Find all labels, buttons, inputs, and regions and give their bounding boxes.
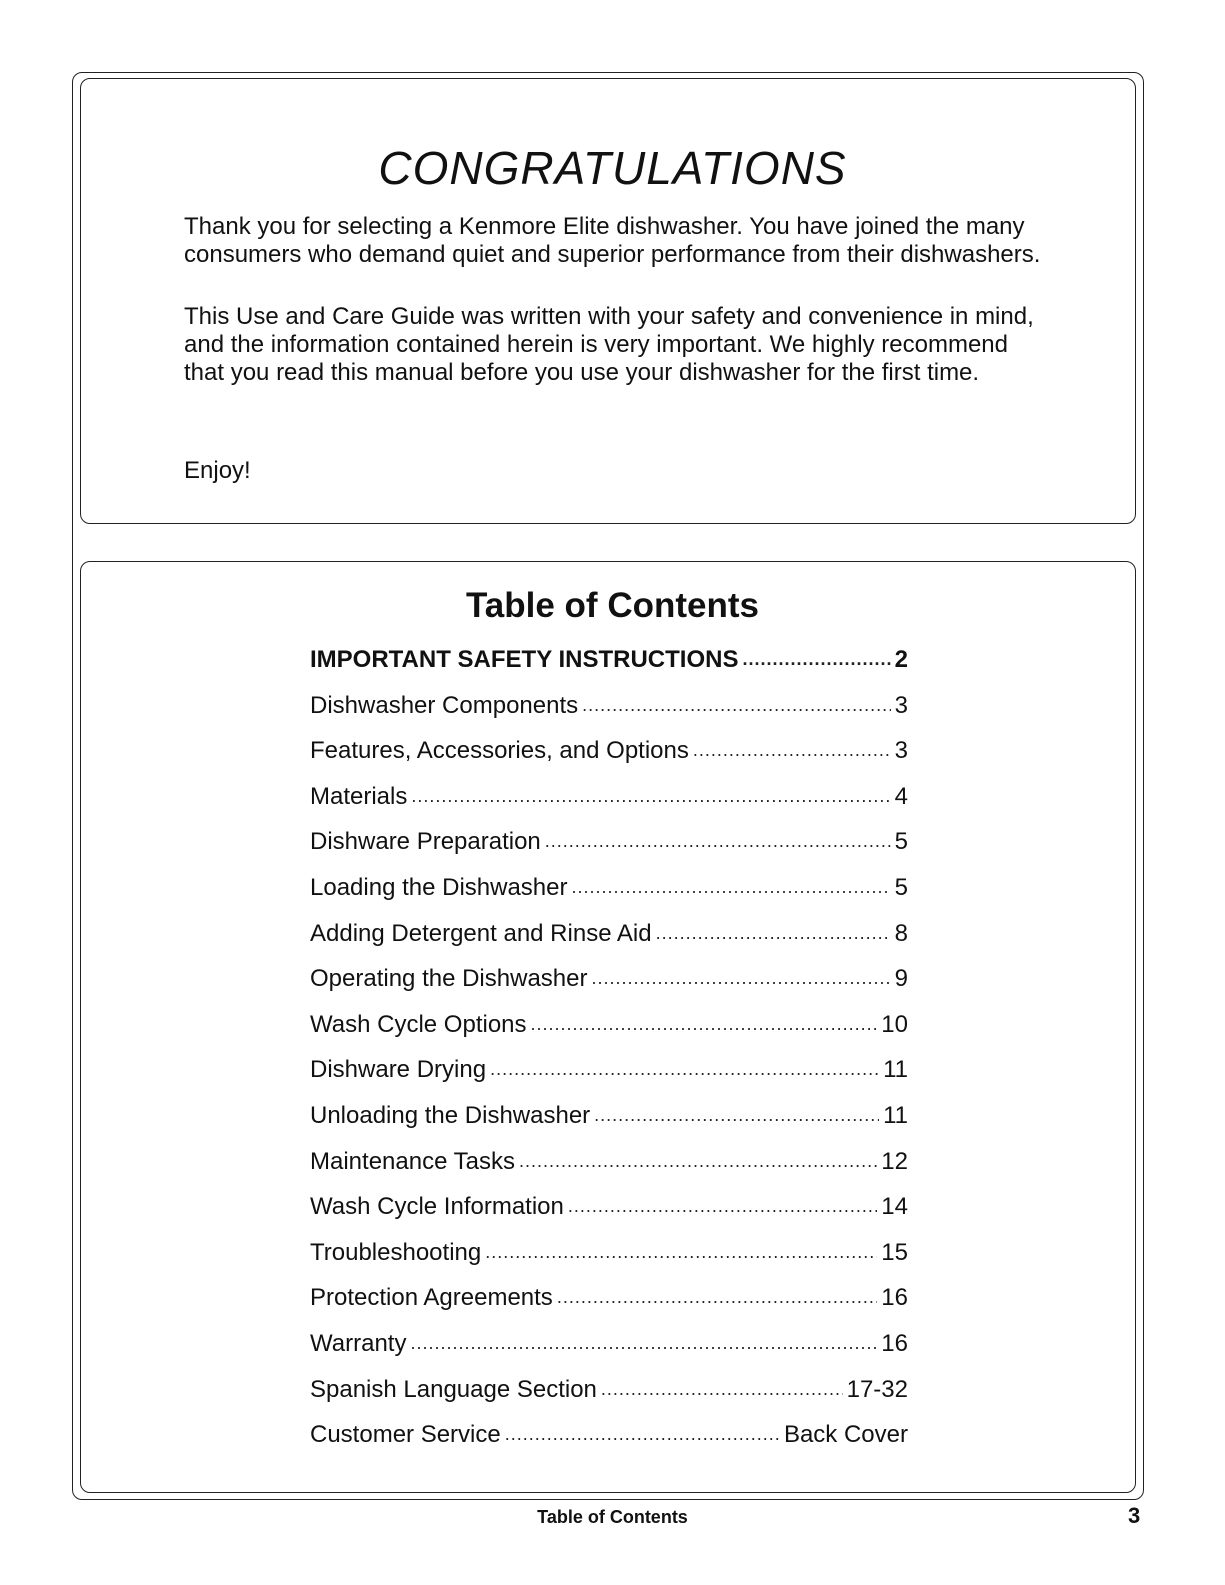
toc-entry-page: 2 <box>894 646 908 673</box>
toc-entry-page: 4 <box>894 782 908 810</box>
toc-entry-page: 11 <box>883 1101 908 1129</box>
congratulations-title: CONGRATULATIONS <box>378 142 847 194</box>
toc-leader-dots <box>545 822 891 859</box>
toc-entry-page: 5 <box>894 828 908 856</box>
toc-entry-page: 16 <box>881 1284 908 1312</box>
toc-entry-page: Back Cover <box>783 1421 908 1449</box>
toc-leader-dots <box>594 1096 879 1133</box>
toc-leader-dots <box>410 1324 877 1361</box>
toc-leader-dots <box>591 959 890 996</box>
toc-entry-label: Dishwasher Components <box>310 691 579 719</box>
toc-entry-label: Protection Agreements <box>310 1284 553 1312</box>
toc-entry <box>310 961 908 1007</box>
toc-entry <box>310 824 908 870</box>
toc-entry <box>310 1007 908 1053</box>
toc-entry-label: Unloading the Dishwasher <box>310 1101 591 1129</box>
congratulations-paragraph-1: Thank you for selecting a Kenmore Elite dishwasher. You have joined the many consumers who demand quiet and superior performance from their dishwashers. <box>184 213 1041 268</box>
toc-leader-dots <box>693 731 891 768</box>
toc-entry-label: Operating the Dishwasher <box>310 965 588 993</box>
toc-entry <box>310 1098 908 1144</box>
toc-entry <box>310 1189 908 1235</box>
toc-entry <box>310 1235 908 1281</box>
toc-leader-dots <box>531 1005 878 1042</box>
toc-title: Table of Contents <box>466 586 759 625</box>
toc-leader-dots <box>519 1142 877 1179</box>
toc-entry-page: 14 <box>881 1193 908 1221</box>
toc-leader-dots <box>485 1233 877 1270</box>
toc-entry-page: 16 <box>881 1329 908 1357</box>
toc-entry-label: Adding Detergent and Rinse Aid <box>310 919 652 947</box>
toc-entry-page: 8 <box>894 919 908 947</box>
toc-entry-label: Warranty <box>310 1329 407 1357</box>
toc-leader-dots <box>505 1415 780 1452</box>
toc-entry-label: Troubleshooting <box>310 1238 482 1266</box>
footer-section-title: Table of Contents <box>537 1507 688 1527</box>
toc-entry <box>310 870 908 916</box>
toc-entry <box>310 688 908 734</box>
toc-leader-dots <box>490 1050 879 1087</box>
toc-entry <box>310 733 908 779</box>
congratulations-paragraph-2: This Use and Care Guide was written with your safety and convenience in mind, and the information contained herein is very important. We highly recommend that you read this manual before you use your dishwasher for the first time. <box>184 303 1034 386</box>
toc-entry-label: Spanish Language Section <box>310 1375 597 1403</box>
toc-leader-dots <box>568 1187 877 1224</box>
toc-leader-dots <box>601 1370 843 1407</box>
toc-entry-page: 12 <box>881 1147 908 1175</box>
toc-leader-dots <box>572 868 891 905</box>
footer-page-number: 3 <box>1128 1503 1141 1528</box>
toc-leader-dots <box>582 686 891 723</box>
toc-leader-dots <box>656 914 891 951</box>
toc-entry-page: 9 <box>894 965 908 993</box>
toc-entry-label: Dishware Preparation <box>310 828 541 856</box>
toc-entry-label: Maintenance Tasks <box>310 1147 516 1175</box>
toc-entry-label: Loading the Dishwasher <box>310 873 568 901</box>
toc-leader-dots <box>742 640 890 677</box>
toc-entry <box>310 1372 908 1418</box>
toc-entry-page: 3 <box>894 691 908 719</box>
toc-entry-page: 15 <box>881 1238 908 1266</box>
toc-leader-dots <box>557 1278 877 1315</box>
congratulations-closing: Enjoy! <box>184 457 251 484</box>
toc-entry <box>310 1144 908 1190</box>
toc-entry-label: IMPORTANT SAFETY INSTRUCTIONS <box>310 646 739 673</box>
toc-entry-label: Customer Service <box>310 1421 501 1449</box>
toc-entry <box>310 1280 908 1326</box>
toc-entry-label: Dishware Drying <box>310 1056 487 1084</box>
toc-entry <box>310 1326 908 1372</box>
toc-entry-page: 17-32 <box>846 1375 908 1403</box>
toc-entry-label: Features, Accessories, and Options <box>310 737 689 765</box>
toc-entry-page: 5 <box>894 873 908 901</box>
toc-entry <box>310 916 908 962</box>
toc-entry-page: 11 <box>883 1056 908 1084</box>
toc-entry <box>310 1417 908 1463</box>
toc-entry <box>310 779 908 825</box>
toc-list <box>310 642 908 1463</box>
toc-entry <box>310 1052 908 1098</box>
toc-entry-page: 10 <box>881 1010 908 1038</box>
toc-entry-label: Wash Cycle Options <box>310 1010 527 1038</box>
toc-entry <box>310 642 908 688</box>
toc-entry-page: 3 <box>894 737 908 765</box>
toc-leader-dots <box>411 777 890 814</box>
toc-entry-label: Wash Cycle Information <box>310 1193 564 1221</box>
toc-entry-label: Materials <box>310 782 408 810</box>
